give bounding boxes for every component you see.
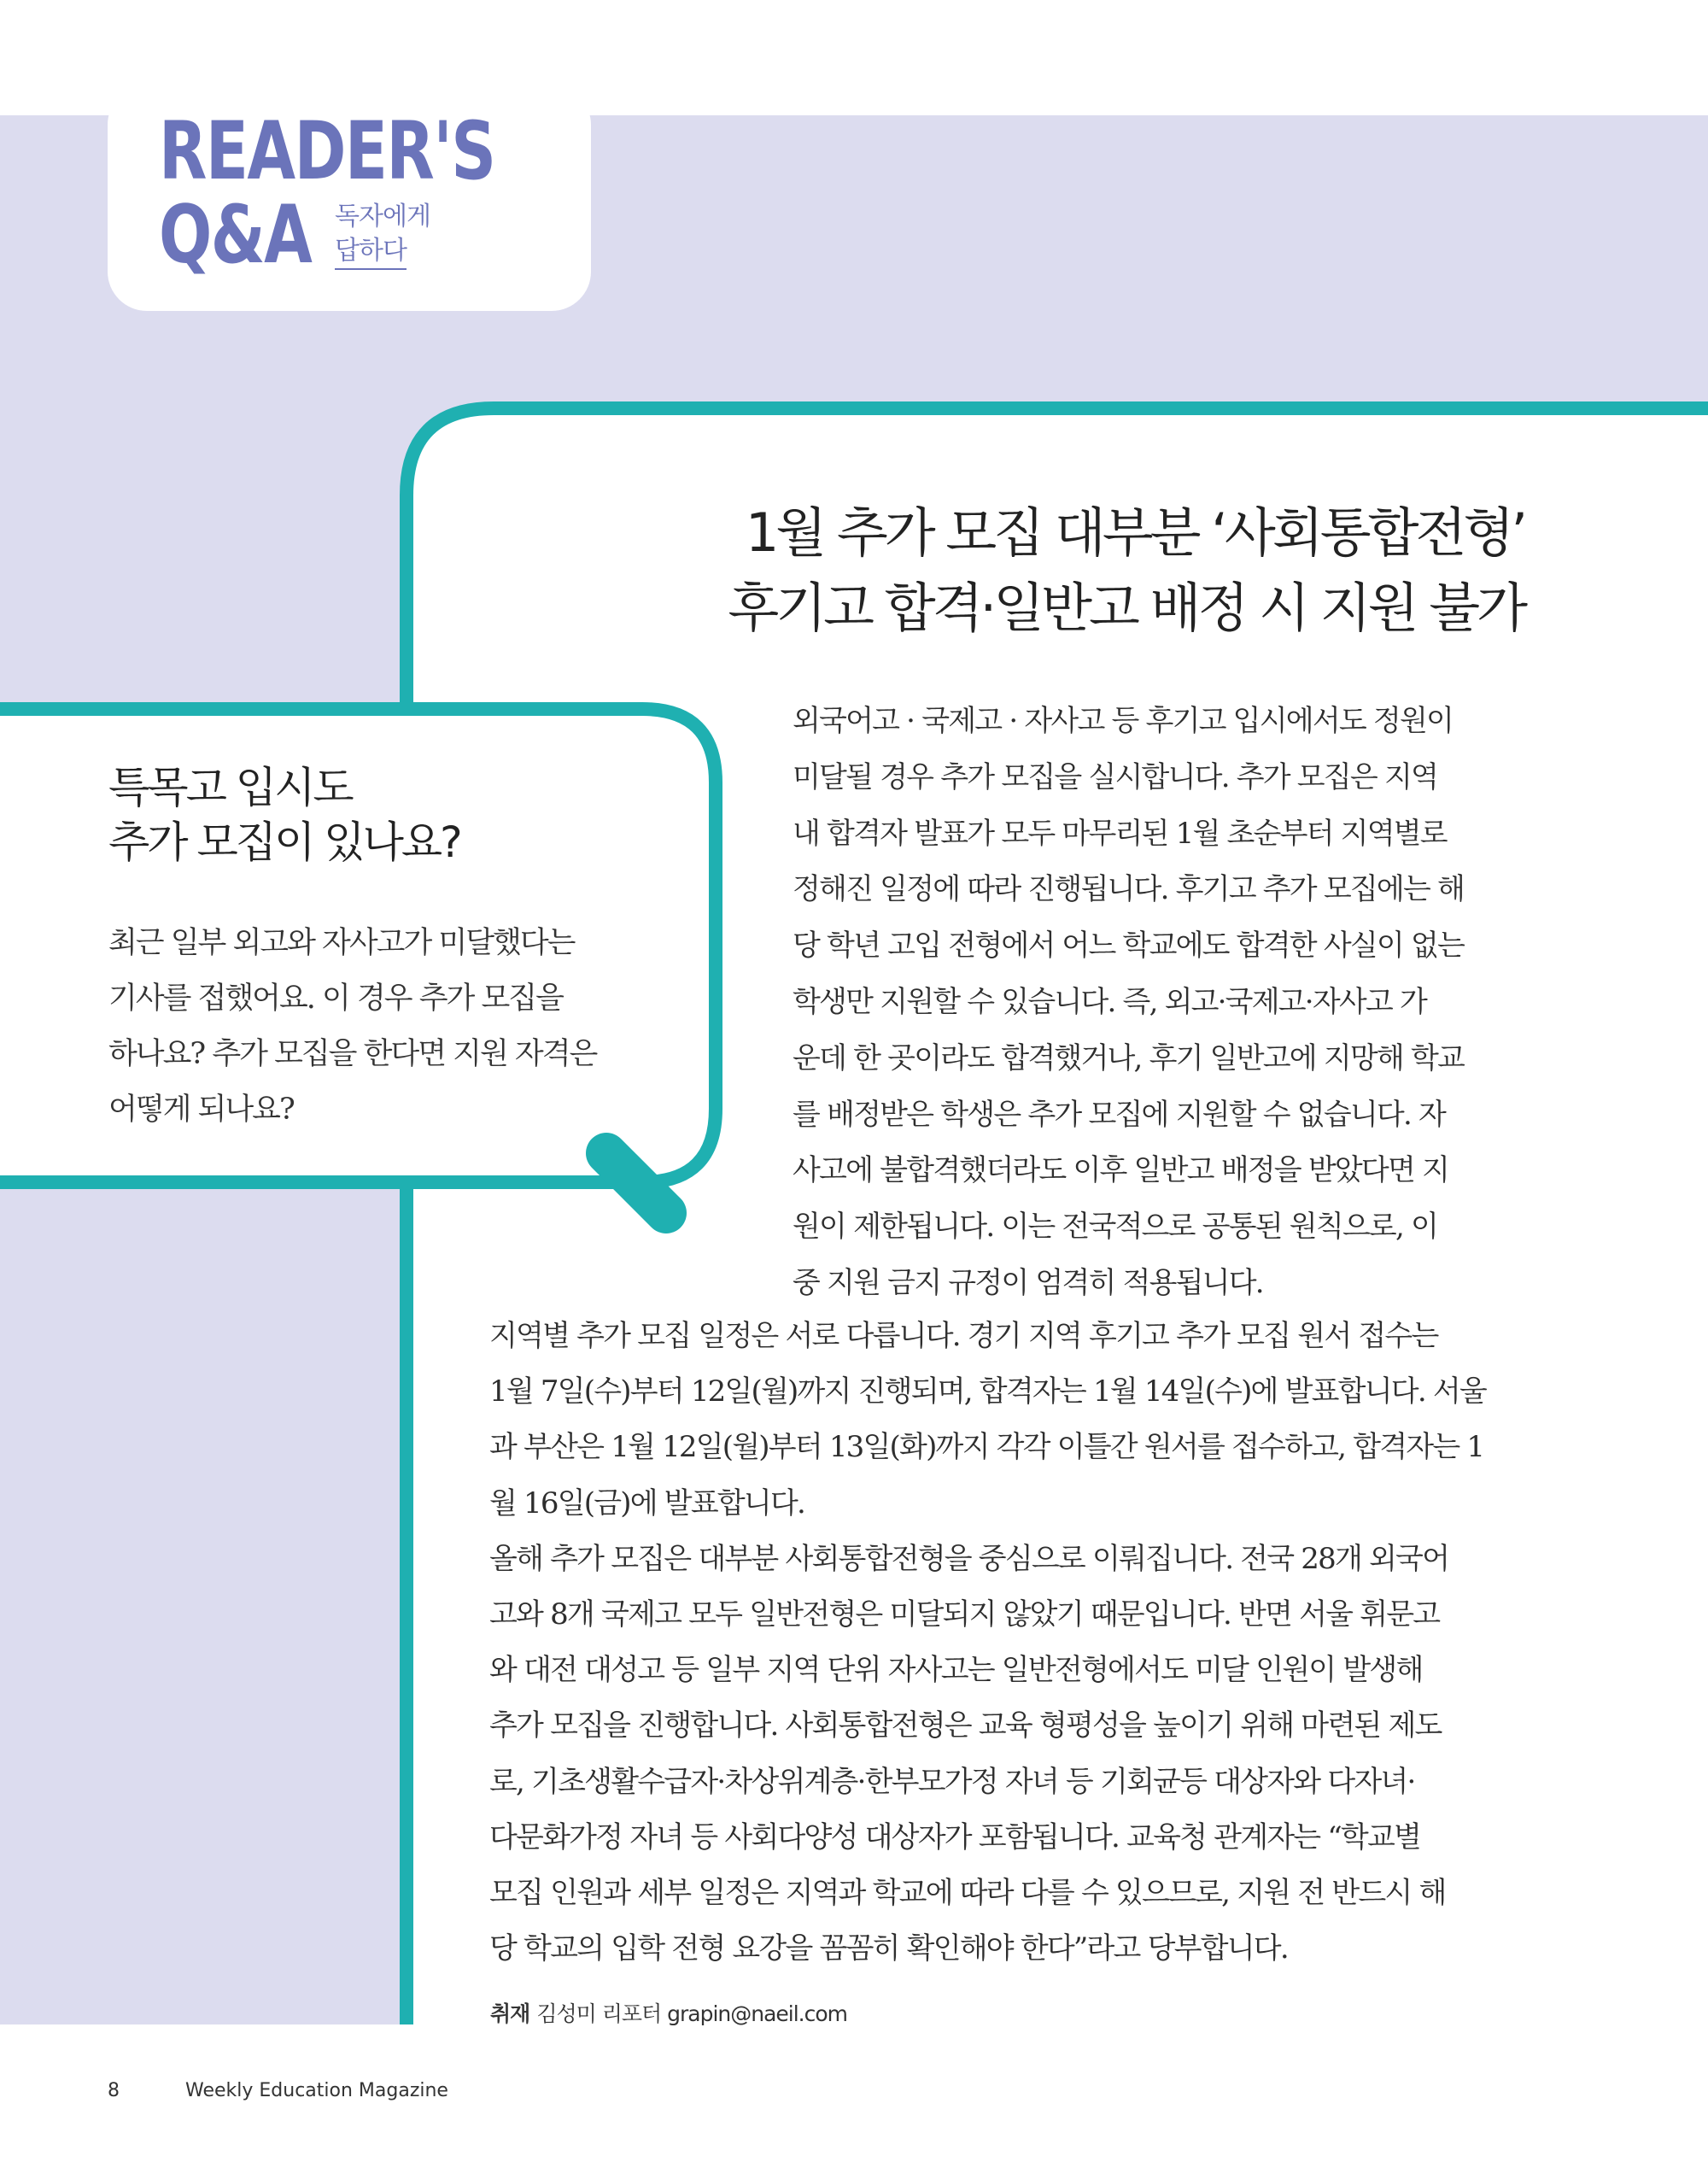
- answer-line: 미달될 경우 추가 모집을 실시합니다. 추가 모집은 지역: [793, 759, 1438, 794]
- answer-line: 로, 기초생활수급자·차상위계층·한부모가정 자녀 등 기회균등 대상자와 다자녀·: [489, 1764, 1415, 1799]
- answer-line: 내 합격자 발표가 모두 마무리된 1월 초순부터 지역별로: [793, 816, 1447, 851]
- answer-line: 다문화가정 자녀 등 사회다양성 대상자가 포함됩니다. 교육청 관계자는 “학교별: [489, 1819, 1421, 1855]
- headline-line2: 후기고 합격·일반고 배정 시 지원 불가: [728, 577, 1524, 639]
- answer-line: 운데 한 곳이라도 합격했거나, 후기 일반고에 지망해 학교: [793, 1040, 1465, 1075]
- answer-line: 올해 추가 모집은 대부분 사회통합전형을 중심으로 이뤄집니다. 전국 28개 외국어: [489, 1541, 1449, 1576]
- headline-line1: 1월 추가 모집 대부분 ‘사회통합전형’: [745, 501, 1524, 564]
- answer-line: 학생만 지원할 수 있습니다. 즉, 외고·국제고·자사고 가: [793, 984, 1426, 1019]
- answer-line: 과 부산은 1월 12일(월)부터 13일(화)까지 각각 이틀간 원서를 접수하고, 합격자는 1: [489, 1430, 1484, 1465]
- answer-line: 모집 인원과 세부 일정은 지역과 학교에 따라 다를 수 있으므로, 지원 전 반드시 해: [489, 1876, 1446, 1911]
- byline-label: 취재: [490, 2001, 530, 2026]
- byline-text: 김성미 리포터 grapin@naeil.com: [536, 2001, 848, 2026]
- answer-line: 와 대전 대성고 등 일부 지역 단위 자사고는 일반전형에서도 미달 인원이 발생해: [489, 1653, 1423, 1688]
- answer-line: 지역별 추가 모집 일정은 서로 다릅니다. 경기 지역 후기고 추가 모집 원서 접수는: [489, 1319, 1438, 1353]
- answer-line: 외국어고 · 국제고 · 자사고 등 후기고 입시에서도 정원이: [793, 704, 1454, 738]
- answer-column-full: [489, 1309, 1523, 1977]
- answer-line: 고와 8개 국제고 모두 일반전형은 미달되지 않았기 때문입니다. 반면 서울 휘문고: [489, 1597, 1440, 1632]
- speech-tail: [606, 1153, 666, 1213]
- page-number: 8: [108, 2080, 120, 2101]
- section-title-qa: Q&A: [159, 189, 312, 282]
- question-line: 최근 일부 외고와 자사고가 미달했다는: [108, 926, 575, 960]
- answer-line: 당 학교의 입학 전형 요강을 꼼꼼히 확인해야 한다”라고 당부합니다.: [489, 1931, 1288, 1966]
- question-line: 하나요? 추가 모집을 한다면 지원 자격은: [108, 1037, 597, 1071]
- byline: [490, 1999, 847, 2030]
- section-subtitle-line1: 독자에게: [335, 202, 430, 231]
- answer-line: 정해진 일정에 따라 진행됩니다. 후기고 추가 모집에는 해: [793, 872, 1465, 907]
- answer-line: 를 배정받은 학생은 추가 모집에 지원할 수 없습니다. 자: [793, 1097, 1446, 1132]
- answer-line: 추가 모집을 진행합니다. 사회통합전형은 교육 형평성을 높이기 위해 마련된 제도: [489, 1708, 1442, 1743]
- answer-column-top: [793, 694, 1523, 1312]
- question-title-line2: 추가 모집이 있나요?: [108, 817, 460, 867]
- answer-line: 중 지원 금지 규정이 엄격히 적용됩니다.: [793, 1265, 1263, 1300]
- page-footer: [108, 2080, 448, 2101]
- answer-line: 월 16일(금)에 발표합니다.: [489, 1485, 805, 1521]
- question-line: 어떻게 되나요?: [108, 1093, 294, 1127]
- question-body: [108, 916, 655, 1138]
- answer-line: 원이 제한됩니다. 이는 전국적으로 공통된 원칙으로, 이: [793, 1210, 1438, 1245]
- magazine-name: Weekly Education Magazine: [185, 2080, 448, 2101]
- answer-line: 1월 7일(수)부터 12일(월)까지 진행되며, 합격자는 1월 14일(수)에 발표합니다. 서울: [489, 1374, 1486, 1409]
- question-title: [108, 760, 460, 870]
- headline: [728, 495, 1524, 646]
- answer-line: 사고에 불합격했더라도 이후 일반고 배정을 받았다면 지: [793, 1153, 1449, 1188]
- section-subtitle-line2: 답하다: [335, 234, 407, 270]
- section-title: READER'S: [159, 105, 495, 198]
- question-title-line1: 특목고 입시도: [108, 763, 352, 812]
- question-line: 기사를 접했어요. 이 경우 추가 모집을: [108, 981, 563, 1016]
- answer-line: 당 학년 고입 전형에서 어느 학교에도 합격한 사실이 없는: [793, 929, 1465, 964]
